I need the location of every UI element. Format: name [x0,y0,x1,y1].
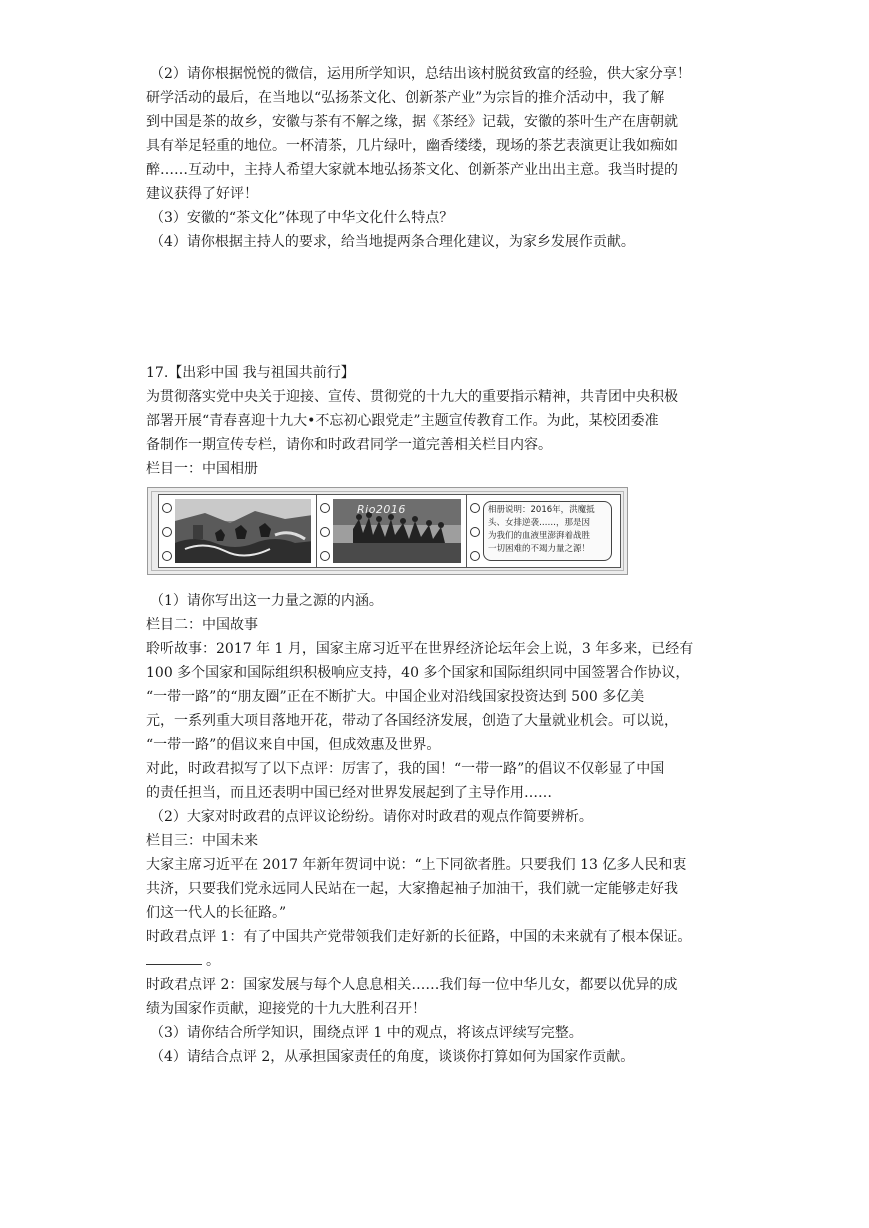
album-photo-volleyball [316,494,468,568]
intro-line: 部署开展“青春喜迎十九大•不忘初心跟党走”主题宣传教育工作。为此，某校团委准 [146,413,659,429]
album-photo-flood [158,494,318,568]
intro-line: 为贯彻落实党中央关于迎接、宣传、贯彻党的十九大的重要指示精神，共青团中央积极 [146,389,678,405]
fill-in-blank-line [146,949,726,973]
question-3-text: （3）安徽的“茶文化”体现了中华文化什么特点？ [150,210,454,226]
future-line: 们这一代人的长征路。” [146,905,287,921]
album-caption-panel [466,494,621,568]
column-1-title: 栏目一：中国相册 [146,461,258,477]
caption-line: 头、女排逆袭……，那是因 [488,518,591,528]
sub-question-4: （4）请结合点评 2，从承担国家责任的角度，谈谈你打算如何为国家作贡献。 [150,1049,635,1065]
china-album-strip [147,487,628,575]
ring-icon [162,551,172,561]
sub-question-3: （3）请你结合所学知识，围绕点评 1 中的观点，将该点评续写完整。 [150,1025,583,1041]
intro-line: 备制作一期宣传专栏，请你和时政君同学一道完善相关栏目内容。 [146,437,552,453]
comment-2-line: 绩为国家作贡献，迎接党的十九大胜利召开！ [146,1001,426,1017]
question-17-block [146,361,726,481]
paragraph-line: 具有举足轻重的地位。一杯清茶，几片绿叶，幽香缕缕，现场的茶艺表演更让我如痴如 [146,138,678,154]
comment-line: 的责任担当，而且还表明中国已经对世界发展起到了主导作用…… [146,785,552,801]
ring-icon [470,503,480,513]
rio-2016-logo: Rio2016 [357,503,406,516]
column-3-title: 栏目三：中国未来 [146,833,258,849]
album-caption-note [483,501,612,561]
sub-question-1: （1）请你写出这一力量之源的内涵。 [150,593,383,609]
story-line: 100 多个国家和国际组织积极响应支持，40 多个国家和国际组织同中国签署合作协议， [146,665,690,681]
ring-icon [470,551,480,561]
question-17-header: 17.【出彩中国 我与祖国共前行】 [146,365,355,381]
question-2-text: （2）请你根据悦悦的微信，运用所学知识，总结出该村脱贫致富的经验，供大家分享！ [150,66,691,82]
comment-line: 对此，时政君拟写了以下点评：厉害了，我的国！“一带一路”的倡议不仅彰显了中国 [146,761,665,777]
story-line: 聆听故事：2017 年 1 月，国家主席习近平在世界经济论坛年会上说，3 年多来，已经有 [146,641,694,657]
question-4-text: （4）请你根据主持人的要求，给当地提两条合理化建议，为家乡发展作贡献。 [150,234,635,250]
ring-icon [470,527,480,537]
ring-icon [320,503,330,513]
caption-line: 为我们的血液里澎湃着战胜 [488,531,591,541]
comment-2-line: 时政君点评 2：国家发展与每个人息息相关……我们每一位中华儿女，都要以优异的成 [146,977,678,993]
paragraph-line: 醉……互动中，主持人希望大家就本地弘扬茶文化、创新茶产业出出主意。我当时提的 [146,162,678,178]
story-line: “一带一路”的“朋友圈”正在不断扩大。中国企业对沿线国家投资达到 500 多亿美 [146,689,645,705]
ring-icon [320,551,330,561]
blank-tail: 。 [206,953,220,969]
column-2-title: 栏目二：中国故事 [146,617,258,633]
flood-scene-image [175,499,311,563]
story-line: “一带一路”的倡议来自中国，但成效惠及世界。 [146,737,441,753]
paragraph-line: 到中国是茶的故乡，安徽与茶有不解之缘，据《茶经》记载，安徽的茶叶生产在唐朝就 [146,114,678,130]
answer-blank[interactable] [146,950,202,965]
caption-line: 相册说明：2016年，洪魔抵 [488,505,595,515]
sub-question-2: （2）大家对时政君的点评议论纷纷。请你对时政君的观点作简要辨析。 [150,809,593,825]
question-17-body [146,589,726,1069]
ring-icon [320,527,330,537]
paragraph-line: 研学活动的最后，在当地以“弘扬茶文化、创新茶产业”为宗旨的推介活动中，我了解 [146,90,665,106]
future-line: 共济，只要我们党永远同人民站在一起，大家撸起袖子加油干，我们就一定能够走好我 [146,881,678,897]
caption-line: 一切困难的不竭力量之源！ [488,544,591,554]
future-line: 大家主席习近平在 2017 年新年贺词中说：“上下同欲者胜。只要我们 13 亿多人民和衷 [146,857,687,873]
story-line: 元，一系列重大项目落地开花，带动了各国经济发展，创造了大量就业机会。可以说， [146,713,678,729]
ring-icon [162,503,172,513]
prior-question-block [146,62,726,254]
ring-icon [162,527,172,537]
paragraph-line: 建议获得了好评！ [146,186,258,202]
flood-rescue-photo [175,499,311,563]
comment-1-line: 时政君点评 1：有了中国共产党带领我们走好新的长征路，中国的未来就有了根本保证。 [146,929,692,945]
